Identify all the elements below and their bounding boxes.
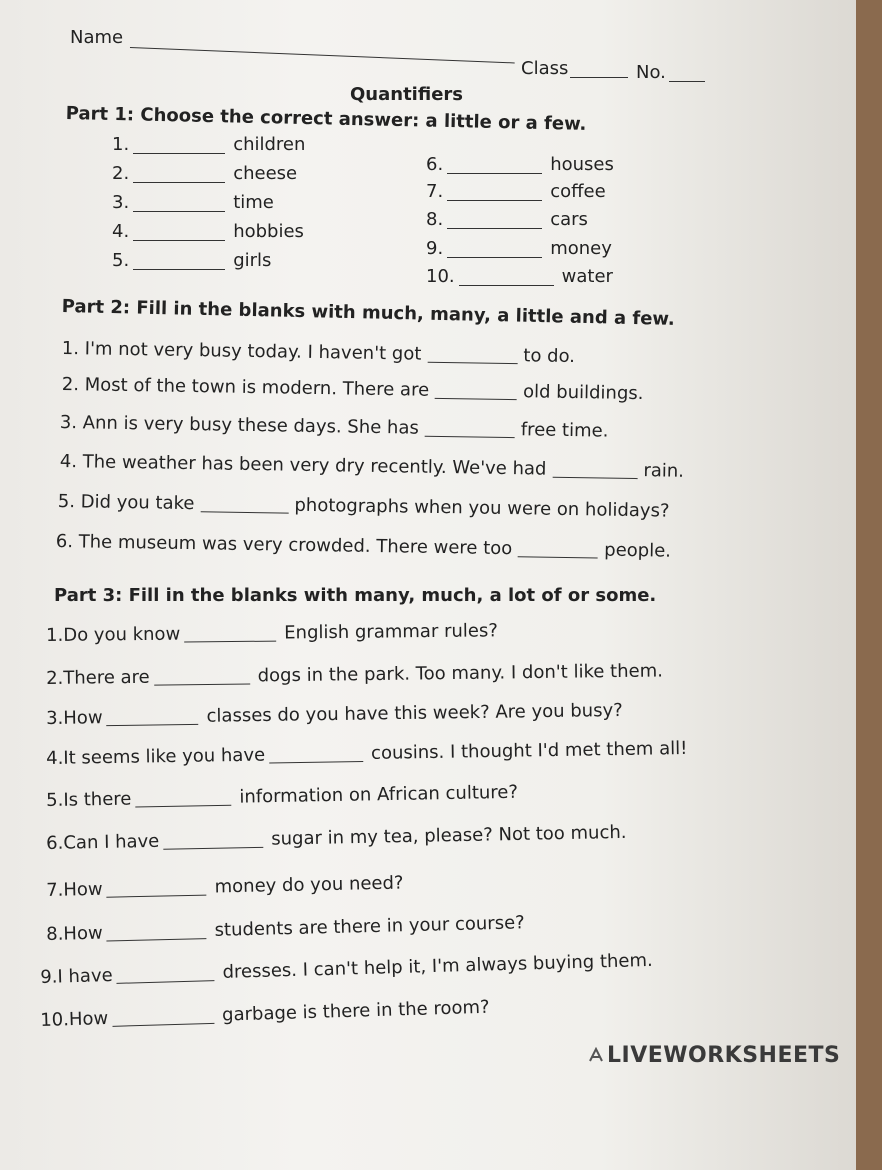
part2-question — [58, 491, 670, 522]
question-text-before: 7.How — [46, 878, 103, 901]
answer-blank[interactable] — [135, 791, 231, 808]
item-number: 2. — [112, 163, 130, 184]
question-text-before: 3.How — [46, 707, 103, 729]
part2-question — [56, 531, 671, 562]
question-text-before: 6. The museum was very crowded. There were too — [55, 531, 513, 560]
answer-blank[interactable] — [518, 542, 598, 558]
question-text-before: 4.It seems like you have — [46, 744, 266, 769]
part3-question — [46, 620, 498, 646]
question-text-after: old buildings. — [522, 381, 644, 405]
part1-item — [426, 238, 612, 259]
answer-blank[interactable] — [107, 710, 199, 726]
number-label: No. — [636, 62, 666, 83]
item-word: children — [233, 134, 306, 155]
answer-blank[interactable] — [107, 924, 207, 941]
item-word: hobbies — [233, 221, 304, 242]
item-word: houses — [550, 154, 614, 175]
item-number: 5. — [112, 250, 130, 271]
answer-blank[interactable] — [447, 243, 542, 258]
answer-blank[interactable] — [112, 1009, 214, 1027]
part1-item — [112, 192, 274, 213]
question-text-before: 5. Did you take — [57, 491, 195, 515]
part1-item — [426, 181, 606, 202]
answer-blank[interactable] — [447, 214, 542, 229]
item-word: cheese — [233, 163, 298, 184]
answer-blank[interactable] — [269, 747, 363, 763]
item-word: water — [561, 266, 613, 287]
part1-item — [112, 163, 297, 184]
question-text-after: dresses. I can't help it, I'm always buying them. — [222, 949, 654, 983]
item-word: money — [550, 238, 612, 259]
answer-blank[interactable] — [116, 966, 214, 984]
item-number: 1. — [112, 134, 130, 155]
answer-blank[interactable] — [107, 881, 207, 898]
question-text-after: money do you need? — [214, 872, 404, 898]
question-text-before: 8.How — [46, 922, 103, 945]
question-text-after: cousins. I thought I'd met them all! — [370, 737, 688, 764]
answer-blank[interactable] — [133, 226, 225, 241]
item-number: 10. — [426, 266, 455, 287]
part1-instruction: Part 1: Choose the correct answer: a little or a few. — [65, 103, 587, 135]
class-field-line[interactable] — [570, 77, 628, 78]
part2-question — [62, 338, 575, 367]
part3-question — [40, 950, 653, 988]
question-text-before: 10.How — [40, 1007, 109, 1031]
answer-blank[interactable] — [435, 384, 517, 400]
part2-question — [60, 451, 684, 482]
item-number: 9. — [426, 238, 444, 259]
liveworksheets-logo-icon — [588, 1047, 604, 1063]
question-text-after: classes do you have this week? Are you busy? — [206, 699, 623, 727]
question-text-before: 2.There are — [46, 666, 150, 689]
answer-blank[interactable] — [133, 139, 225, 154]
question-text-after: to do. — [523, 345, 576, 368]
answer-blank[interactable] — [163, 833, 263, 850]
answer-blank[interactable] — [133, 168, 225, 183]
part3-question — [46, 782, 518, 811]
class-label: Class — [521, 58, 569, 79]
item-word: girls — [233, 250, 272, 271]
answer-blank[interactable] — [425, 422, 515, 438]
part3-question — [46, 660, 663, 689]
question-text-after: garbage is there in the room? — [221, 996, 490, 1026]
question-text-after: sugar in my tea, please? Not too much. — [271, 821, 627, 850]
item-number: 4. — [112, 221, 130, 242]
part1-item — [112, 250, 271, 271]
answer-blank[interactable] — [447, 186, 542, 201]
question-text-after: English grammar rules? — [284, 620, 498, 644]
question-text-before: 3. Ann is very busy these days. She has — [59, 412, 419, 439]
item-number: 7. — [426, 181, 444, 202]
name-label: Name — [70, 27, 124, 48]
question-text-before: 6.Can I have — [46, 830, 160, 854]
part3-question — [46, 873, 404, 901]
question-text-after: students are there in your course? — [214, 912, 525, 941]
number-field-line[interactable] — [669, 81, 705, 82]
answer-blank[interactable] — [200, 497, 288, 513]
question-text-after: people. — [604, 539, 672, 562]
answer-blank[interactable] — [552, 463, 637, 479]
part1-item — [112, 221, 304, 242]
part2-question — [62, 374, 644, 404]
question-text-after: dogs in the park. Too many. I don't like them. — [257, 660, 664, 687]
part3-question — [46, 700, 623, 729]
question-text-after: free time. — [520, 419, 609, 442]
part1-item — [426, 154, 614, 175]
answer-blank[interactable] — [459, 271, 554, 286]
answer-blank[interactable] — [447, 159, 542, 174]
part2-instruction: Part 2: Fill in the blanks with much, many, a little and a few. — [61, 296, 675, 330]
part2-question — [60, 412, 609, 442]
logo-text: LIVEWORKSHEETS — [607, 1043, 841, 1068]
item-word: cars — [550, 209, 588, 230]
question-text-before: 1.Do you know — [46, 623, 181, 646]
answer-blank[interactable] — [154, 670, 250, 686]
part1-item — [426, 266, 613, 287]
liveworksheets-logo — [588, 1043, 840, 1068]
question-text-after: rain. — [643, 460, 685, 482]
part1-item — [112, 134, 305, 155]
part3-question — [46, 738, 688, 769]
question-text-after: photographs when you were on holidays? — [294, 494, 670, 522]
question-text-before: 4. The weather has been very dry recently. We've had — [59, 451, 547, 480]
part3-question — [40, 997, 490, 1031]
answer-blank[interactable] — [184, 627, 276, 643]
answer-blank[interactable] — [133, 197, 225, 212]
item-word: coffee — [550, 181, 606, 202]
part3-instruction: Part 3: Fill in the blanks with many, much, a lot of or some. — [54, 585, 657, 606]
part1-item — [426, 209, 588, 230]
answer-blank[interactable] — [133, 255, 225, 270]
item-word: time — [233, 192, 274, 213]
part3-question — [46, 822, 627, 854]
item-number: 8. — [426, 209, 444, 230]
page-title: Quantifiers — [350, 84, 463, 105]
part3-question — [46, 912, 525, 945]
answer-blank[interactable] — [427, 348, 517, 364]
question-text-before: 9.I have — [40, 964, 113, 988]
question-text-before: 2. Most of the town is modern. There are — [61, 374, 430, 401]
question-text-before: 5.Is there — [46, 788, 132, 811]
question-text-before: 1. I'm not very busy today. I haven't got — [61, 338, 422, 365]
name-field-line[interactable] — [130, 47, 515, 63]
item-number: 6. — [426, 154, 444, 175]
item-number: 3. — [112, 192, 130, 213]
question-text-after: information on African culture? — [239, 781, 519, 808]
